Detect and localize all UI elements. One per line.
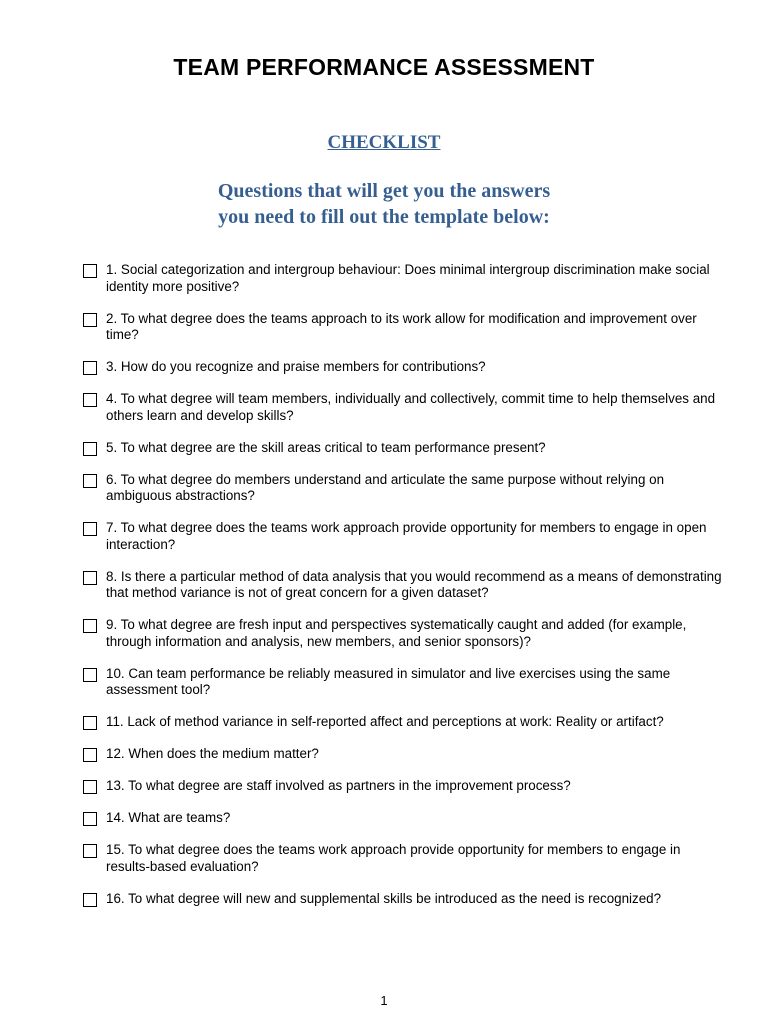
checklist-item-text: 8. Is there a particular method of data analysis that you would recommend as a means of demonstrating that method variance is not of great concern for a given dataset? [106,568,722,600]
checklist-item [83,520,723,553]
checkbox[interactable] [83,893,97,907]
checkbox[interactable] [83,361,97,375]
page-title: TEAM PERFORMANCE ASSESSMENT [173,54,595,80]
checklist [83,262,723,923]
checkbox[interactable] [83,264,97,278]
checklist-item [83,472,723,505]
checkbox[interactable] [83,522,97,536]
checklist-item [83,778,723,795]
checklist-heading: CHECKLIST [327,132,441,153]
checkbox[interactable] [83,748,97,762]
checklist-item [83,666,723,699]
intro-text [0,178,768,230]
checklist-item-text: 1. Social categorization and intergroup behaviour: Does minimal intergroup discrimination make social identity more positive? [106,262,710,294]
checkbox[interactable] [83,619,97,633]
checklist-item [83,440,723,457]
checklist-item [83,891,723,908]
intro-line-2: you need to fill out the template below: [218,206,550,228]
checkbox[interactable] [83,442,97,456]
checklist-item-text: 9. To what degree are fresh input and perspectives systematically caught and added (for example, through information and analysis, new members, and senior sponsors)? [106,617,687,649]
checklist-item-text: 2. To what degree does the teams approach to its work allow for modification and improvement over time? [106,310,697,342]
checklist-item-text: 3. How do you recognize and praise members for contributions? [106,359,486,374]
checkbox[interactable] [83,393,97,407]
checkbox[interactable] [83,780,97,794]
checklist-item-text: 11. Lack of method variance in self-reported affect and perceptions at work: Reality or artifact? [106,714,664,729]
checkbox[interactable] [83,812,97,826]
checkbox[interactable] [83,313,97,327]
checklist-item [83,569,723,602]
checklist-item [83,311,723,344]
checklist-item [83,714,723,731]
checklist-item [83,262,723,295]
checklist-item-text: 14. What are teams? [106,810,231,825]
checkbox[interactable] [83,474,97,488]
checklist-item-text: 5. To what degree are the skill areas critical to team performance present? [106,439,546,455]
checklist-item-text: 13. To what degree are staff involved as partners in the improvement process? [106,778,571,793]
checklist-item-text: 10. Can team performance be reliably measured in simulator and live exercises using the same assessment tool? [106,665,671,697]
checkbox[interactable] [83,668,97,682]
checklist-item-text: 7. To what degree does the teams work approach provide opportunity for members to engage in open interaction? [106,520,707,552]
checklist-item [83,391,723,424]
checkbox[interactable] [83,571,97,585]
checklist-item [83,746,723,763]
intro-line-1: Questions that will get you the answers [217,180,551,202]
checklist-item [83,842,723,875]
page-number: 1 [380,993,388,1008]
checklist-item-text: 4. To what degree will team members, individually and collectively, commit time to help themselves and others learn and develop skills? [106,391,716,423]
checklist-item-text: 6. To what degree do members understand and articulate the same purpose without relying on ambiguous abstractions? [106,471,665,503]
checklist-item [83,810,723,827]
checkbox[interactable] [83,716,97,730]
checklist-item-text: 15. To what degree does the teams work approach provide opportunity for members to engage in results-based evaluation? [106,842,681,874]
checklist-item [83,359,723,376]
checkbox[interactable] [83,844,97,858]
checklist-item [83,617,723,650]
checklist-item-text: 16. To what degree will new and supplemental skills be introduced as the need is recognized? [106,890,662,906]
checklist-item-text: 12. When does the medium matter? [106,746,319,761]
